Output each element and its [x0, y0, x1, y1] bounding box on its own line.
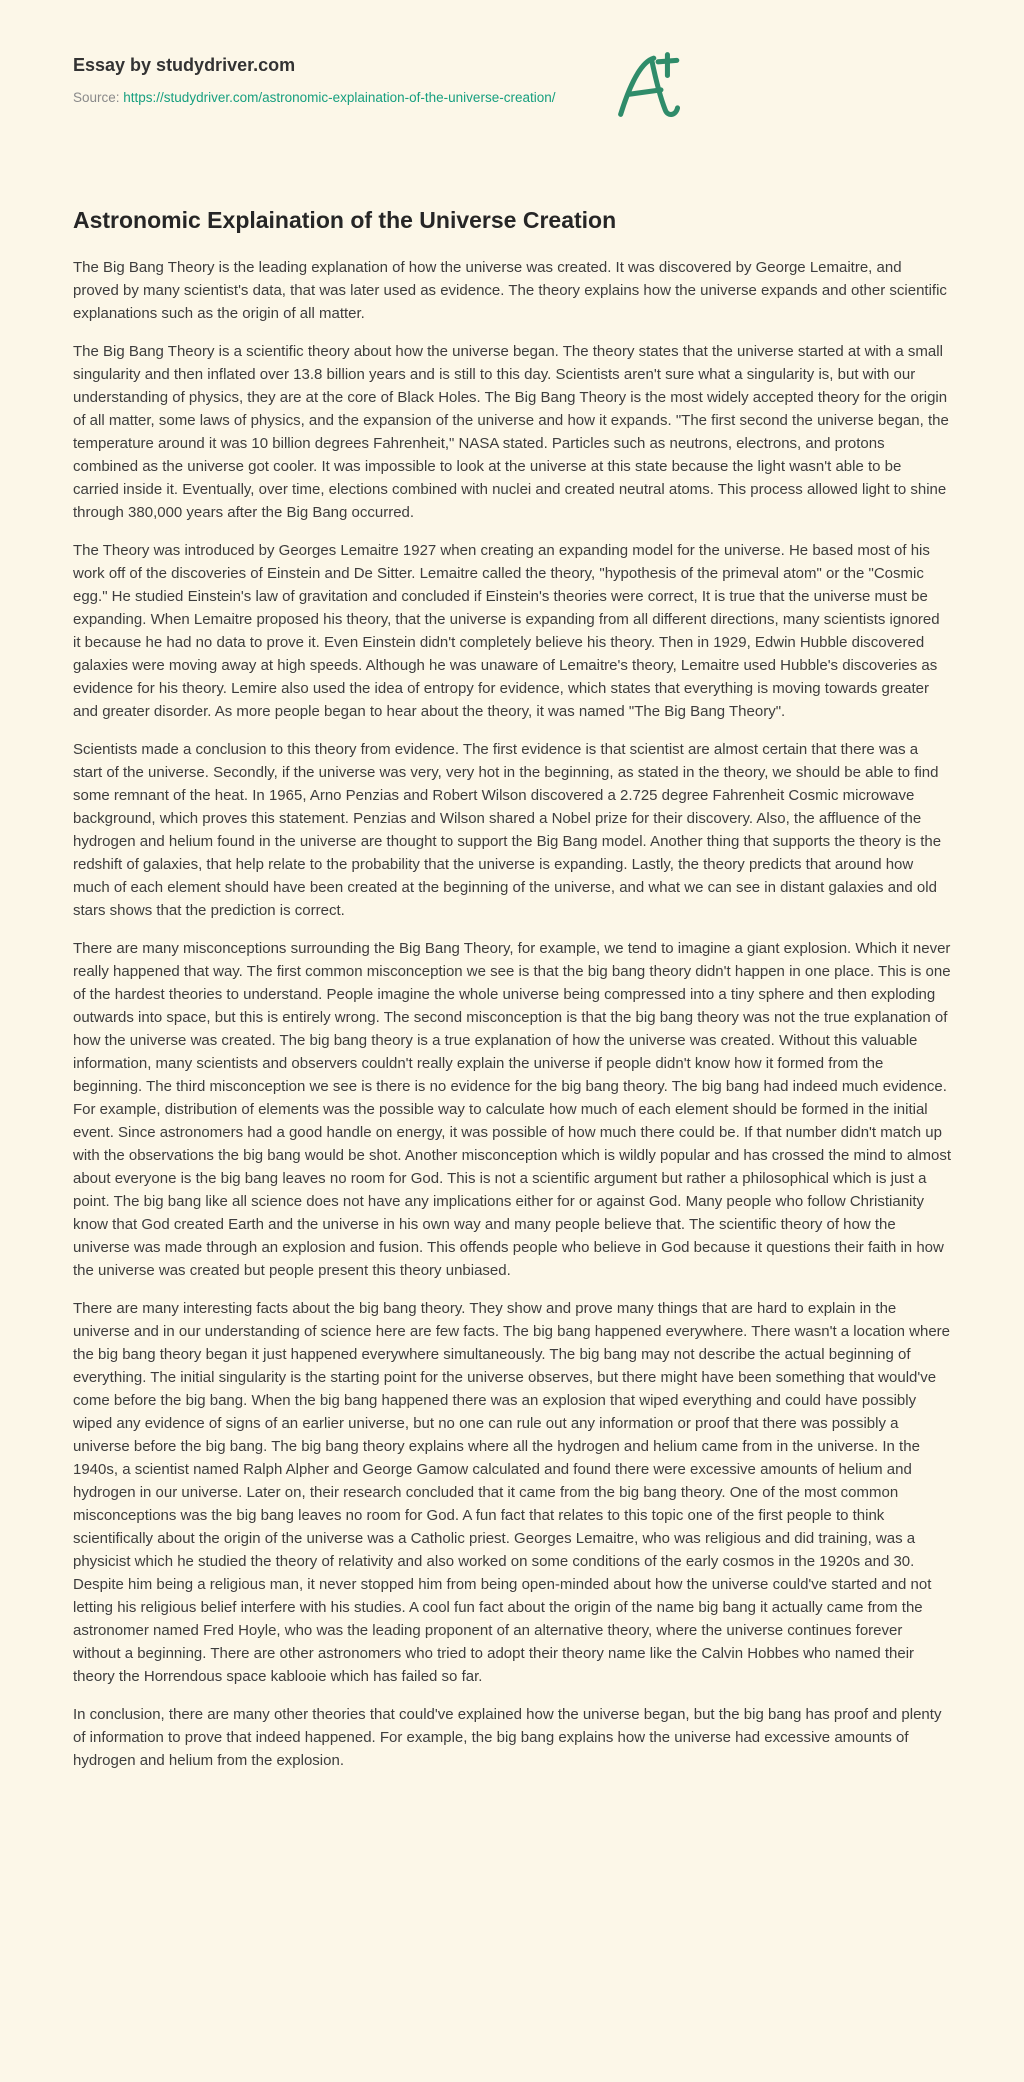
- essay-paragraph-4: Scientists made a conclusion to this theory from evidence. The first evidence is that scientist are almost certain that there was a start of the universe. Secondly, if the universe was very, very hot in the beginning, as stated in the theory, we should be able to find some remnant of the heat. In 1965, Arno Penzias and Robert Wilson discovered a 2.725 degree Fahrenheit Cosmic microwave background, which proves this statement. Penzias and Wilson shared a Nobel prize for their discovery. Also, the affluence of the hydrogen and helium found in the universe are thought to support the Big Bang model. Another thing that supports the theory is the redshift of galaxies, that help relate to the probability that the universe is expanding. Lastly, the theory predicts that around how much of each element should have been created at the beginning of the universe, and what we can see in distant galaxies and old stars shows that the prediction is correct.: [73, 741, 942, 919]
- essay-paragraph-2: The Big Bang Theory is a scientific theory about how the universe began. The theory states that the universe started at with a small singularity and then inflated over 13.8 billion years and is still to this day. Scientists aren't sure what a singularity is, but with our understanding of physics, they are at the core of Black Holes. The Big Bang Theory is the most widely accepted theory for the origin of all matter, some laws of physics, and the expansion of the universe and how it expands. "The first second the universe began, the temperature around it was 10 billion degrees Fahrenheit," NASA stated. Particles such as neutrons, electrons, and protons combined as the universe got cooler. It was impossible to look at the universe at this state because the light wasn't able to be carried inside it. Eventually, over time, elections combined with nuclei and created neutral atoms. This process allowed light to shine through 380,000 years after the Big Bang occurred.: [73, 343, 949, 521]
- essay-body: [73, 207, 951, 1827]
- essay-paragraph-6: There are many interesting facts about the big bang theory. They show and prove many things that are hard to explain in the universe and in our understanding of science here are few facts. The big bang happened everywhere. There wasn't a location where the big bang theory began it just happened everywhere simultaneously. The big bang may not describe the actual beginning of everything. The initial singularity is the starting point for the universe observes, but there might have been something that would've come before the big bang. When the big bang happened there was an explosion that wiped everything and could have possibly wiped any evidence of signs of an earlier universe, but no one can rule out any information or proof that there was possibly a universe before the big bang. The big bang theory explains where all the hydrogen and helium came from in the universe. In the 1940s, a scientist named Ralph Alpher and George Gamow calculated and found there were excessive amounts of helium and hydrogen in our universe. Later on, their research concluded that it came from the big bang theory. One of the most common misconceptions was the big bang leaves no room for God. A fun fact that relates to this topic one of the first people to think scientifically about the origin of the universe was a Catholic priest. Georges Lemaitre, who was religious and did training, was a physicist which he studied the theory of relativity and also worked on some conditions of the early cosmos in the 1920s and 30. Despite him being a religious man, it never stopped him from being open-minded about how the universe could've started and not letting his religious belief interfere with his studies. A cool fun fact about the origin of the name big bang it actually came from the astronomer named Fred Hoyle, who was the leading proponent of an alternative theory, where the universe continues forever without a beginning. There are other astronomers who tried to adopt their theory name like the Calvin Hobbes who named their theory the Horrendous space kablooie which has failed so far.: [73, 1300, 951, 1685]
- essay-paragraph-1: The Big Bang Theory is the leading explanation of how the universe was created. It was discovered by George Lemaitre, and proved by many scientist's data, that was later used as evidence. The theory explains how the universe expands and other scientific explanations such as the origin of all matter.: [73, 259, 947, 322]
- page-header: [0, 0, 1024, 105]
- essay-paragraph-7: In conclusion, there are many other theories that could've explained how the universe began, but the big bang has proof and plenty of information to prove that indeed happened. For example, the big bang explains how the universe had excessive amounts of hydrogen and helium from the explosion.: [73, 1706, 942, 1769]
- source-line: [73, 90, 951, 105]
- studydriver-logo-icon: [612, 48, 684, 126]
- essay-paragraph-5: There are many misconceptions surrounding the Big Bang Theory, for example, we tend to imagine a giant explosion. Which it never really happened that way. The first common misconception we see is that the big bang theory didn't happen in one place. This is one of the hardest theories to understand. People imagine the whole universe being compressed into a tiny sphere and then exploding outwards into space, but this is entirely wrong. The second misconception is that the big bang theory was not the true explanation of how the universe was created. The big bang theory is a true explanation of how the universe was created. Without this valuable information, many scientists and observers couldn't really explain the universe if people didn't know how it formed from the beginning. The third misconception we see is there is no evidence for the big bang theory. The big bang had indeed much evidence. For example, distribution of elements was the possible way to calculate how much of each element should be formed in the initial event. Since astronomers had a good handle on energy, it was possible of how much there could be. If that number didn't match up with the observations the big bang would be shot. Another misconception which is wildly popular and has crossed the mind to almost about everyone is the big bang leaves no room for God. This is not a scientific argument but rather a philosophical which is just a point. The big bang like all science does not have any implications either for or against God. Many people who follow Christianity know that God created Earth and the universe in his own way and many people believe that. The scientific theory of how the universe was made through an explosion and fusion. This offends people who believe in God because it questions their faith in how the universe was created but people present this theory unbiased.: [73, 940, 951, 1279]
- bottom-spacer: [73, 1787, 951, 1827]
- header-text-block: [73, 55, 951, 105]
- essay-paragraph-3: The Theory was introduced by Georges Lemaitre 1927 when creating an expanding model for the universe. He based most of his work off of the discoveries of Einstein and De Sitter. Lemaitre called the theory, "hypothesis of the primeval atom" or the "Cosmic egg." He studied Einstein's law of gravitation and concluded if Einstein's theories were correct, It is true that the universe must be expanding. When Lemaitre proposed his theory, that the universe is expanding from all different directions, many scientists ignored it because he had no data to prove it. Even Einstein didn't completely believe his theory. Then in 1929, Edwin Hubble discovered galaxies were moving away at high speeds. Although he was unaware of Lemaitre's theory, Lemaitre used Hubble's discoveries as evidence for his theory. Lemire also used the idea of entropy for evidence, which states that everything is moving towards greater and greater disorder. As more people began to hear about the theory, it was named "The Big Bang Theory".: [73, 542, 940, 720]
- article-title: Astronomic Explaination of the Universe Creation: [73, 207, 617, 233]
- source-label: Source:: [73, 90, 124, 105]
- essay-byline: Essay by studydriver.com: [73, 55, 296, 75]
- source-link[interactable]: https://studydriver.com/astronomic-explaination-of-the-universe-creation/: [123, 90, 556, 105]
